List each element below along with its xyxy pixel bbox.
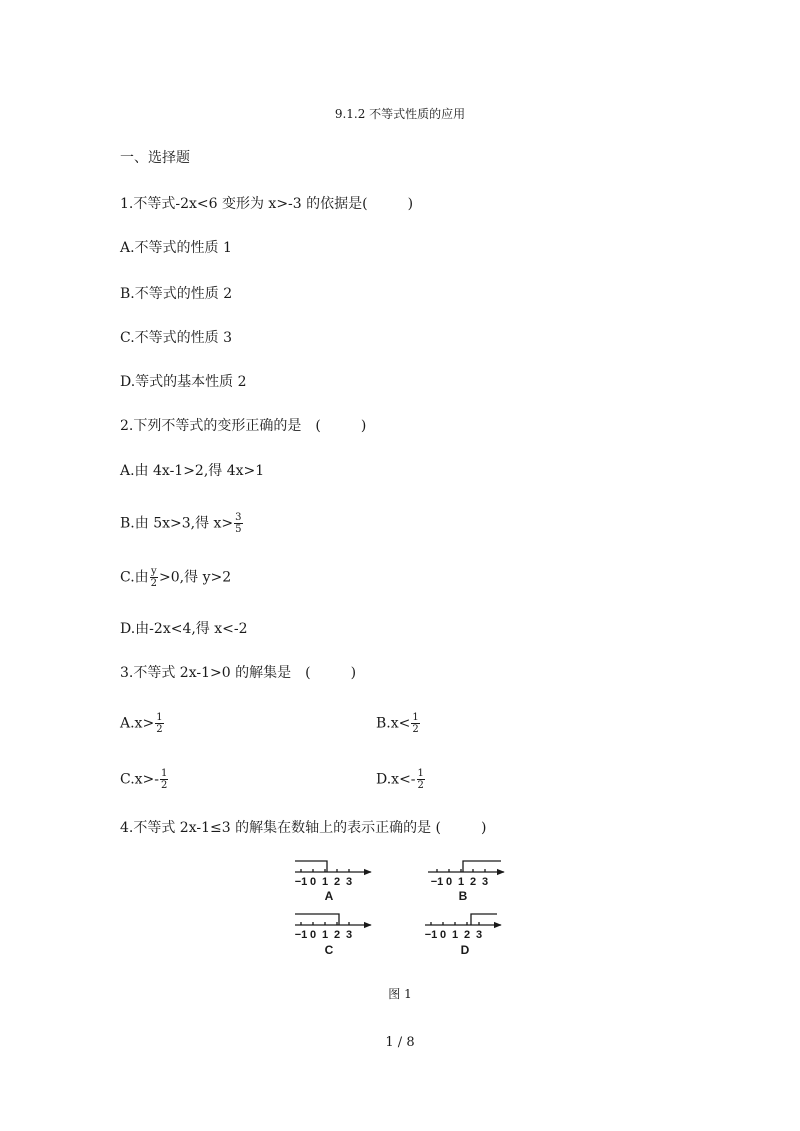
tick-label: 0 [445, 876, 453, 888]
tick-label: 3 [481, 876, 489, 888]
solution-bracket-a [295, 861, 327, 872]
number-line-figure [285, 852, 515, 964]
solution-bracket-b [463, 861, 501, 872]
option-b-text: B.由 5x>3,得 x> [120, 515, 234, 532]
question-2-stem [120, 416, 366, 436]
fraction-numerator: 3 [235, 512, 242, 523]
question-2-option-a: A.由 4x-1>2,得 4x>1 [120, 463, 265, 479]
question-4-text: 4.不等式 2x-1≤3 的解集在数轴上的表示正确的是 ( [120, 820, 442, 836]
fraction-denominator: 2 [150, 578, 158, 589]
fraction [150, 566, 158, 589]
figure-caption: 图 1 [388, 987, 412, 1001]
tick-label: 2 [333, 876, 341, 888]
tick-label: −1 [294, 929, 308, 941]
number-line-a [295, 861, 371, 872]
number-line-c [295, 914, 371, 925]
tick-label: 2 [469, 876, 477, 888]
tick-label: 0 [309, 876, 317, 888]
fraction [160, 768, 168, 791]
option-c-text: C.由 [120, 569, 149, 586]
question-2-paren: ) [360, 418, 367, 434]
tick-label: 1 [321, 876, 329, 888]
option-a-text: A.x> [120, 715, 155, 732]
question-1-text: 1.不等式-2x<6 变形为 x>-3 的依据是( [120, 196, 368, 212]
fraction [417, 768, 425, 791]
fraction-numerator: 1 [417, 768, 424, 779]
fraction [155, 712, 163, 735]
question-3-paren: ) [350, 665, 357, 681]
question-1-option-b: B.不等式的性质 2 [120, 286, 233, 302]
question-1-paren: ) [407, 196, 414, 212]
option-c-tail: >0,得 y>2 [159, 569, 232, 586]
tick-label: −1 [424, 929, 438, 941]
fraction [234, 512, 242, 535]
question-4-paren: ) [481, 820, 487, 836]
fraction-numerator: 1 [161, 768, 168, 779]
tick-label: 0 [309, 929, 317, 941]
tick-label: 1 [457, 876, 465, 888]
option-label-d: D [460, 943, 470, 957]
question-1-option-a: A.不等式的性质 1 [120, 240, 232, 256]
section-heading: 一、选择题 [120, 150, 190, 166]
question-2-option-d: D.由-2x<4,得 x<-2 [120, 621, 248, 637]
page-number: 1 / 8 [385, 1035, 415, 1050]
option-label-b: B [458, 889, 468, 903]
fraction-denominator: 2 [412, 724, 419, 735]
tick-label: 1 [451, 929, 459, 941]
question-3-option-b [376, 712, 421, 735]
number-line-d [425, 914, 501, 925]
option-d-text: D.x<- [376, 771, 416, 788]
question-1-option-c: C.不等式的性质 3 [120, 330, 233, 346]
tick-label: 2 [463, 929, 471, 941]
document-title: 9.1.2 不等式性质的应用 [334, 107, 466, 121]
fraction [411, 712, 419, 735]
tick-label: 2 [333, 929, 341, 941]
tick-label: 3 [345, 929, 353, 941]
fraction-denominator: 2 [417, 780, 424, 791]
fraction-denominator: 2 [161, 780, 168, 791]
question-3-option-d [376, 768, 426, 791]
tick-label: −1 [430, 876, 444, 888]
option-label-a: A [324, 889, 334, 903]
question-2-option-c [120, 566, 231, 589]
number-line-b [428, 861, 504, 872]
question-2-option-b [120, 512, 244, 535]
fraction-numerator: 1 [412, 712, 419, 723]
option-label-c: C [324, 943, 334, 957]
option-c-text: C.x>- [120, 771, 160, 788]
tick-label: −1 [294, 876, 308, 888]
tick-label: 0 [439, 929, 447, 941]
fraction-denominator: 5 [235, 524, 242, 535]
question-1-stem [120, 194, 413, 214]
tick-label: 3 [475, 929, 483, 941]
question-3-stem [120, 663, 356, 683]
question-3-text: 3.不等式 2x-1>0 的解集是 ( [120, 665, 311, 681]
tick-label: 1 [321, 929, 329, 941]
question-3-option-a [120, 712, 165, 735]
fraction-numerator: y [151, 566, 157, 577]
solution-bracket-d [471, 914, 497, 925]
question-4-stem [120, 818, 486, 838]
fraction-numerator: 1 [156, 712, 163, 723]
fraction-denominator: 2 [156, 724, 163, 735]
option-b-text: B.x< [376, 715, 411, 732]
question-1-option-d: D.等式的基本性质 2 [120, 374, 247, 390]
question-2-text: 2.下列不等式的变形正确的是 ( [120, 418, 321, 434]
question-3-option-c [120, 768, 169, 791]
tick-label: 3 [345, 876, 353, 888]
